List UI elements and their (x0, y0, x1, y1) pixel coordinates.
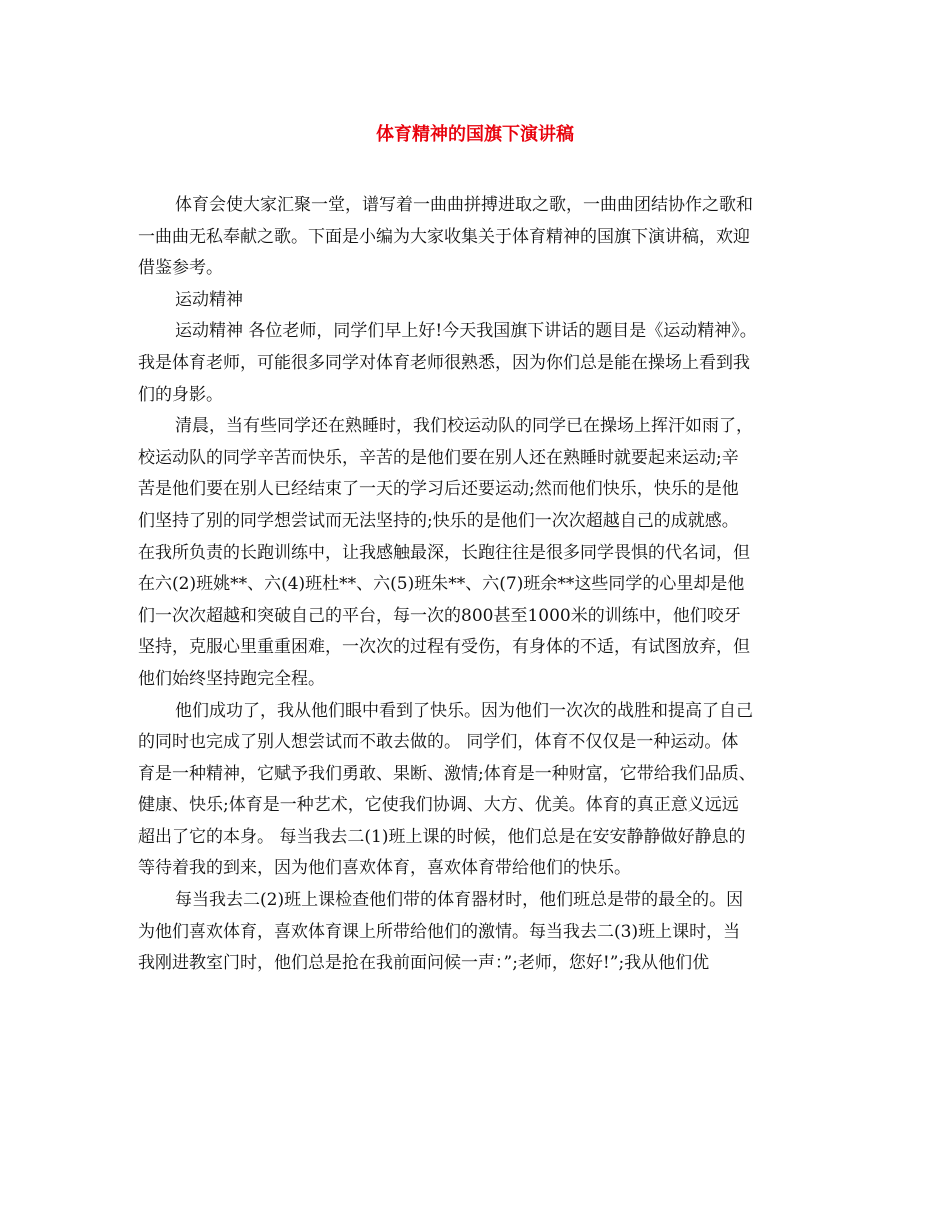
text-line: 们一次次超越和突破自己的平台，每一次的800甚至1000米的训练中，他们咬牙 (138, 605, 741, 626)
text-line: 校运动队的同学辛苦而快乐，辛苦的是他们要在别人还在熟睡时就要起来运动;辛 (138, 447, 739, 468)
text-line: 运动精神 各位老师，同学们早上好!今天我国旗下讲话的题目是《运动精神》。 (175, 321, 757, 342)
text-line: 每当我去二(2)班上课检查他们带的体育器材时，他们班总是带的最全的。因 (175, 890, 744, 911)
text-line: 在六(2)班姚**、六(4)班杜**、六(5)班朱**、六(7)班余**这些同学的心里却是他 (138, 574, 745, 595)
text-line: 的同时也完成了别人想尝试而不敢去做的。 同学们，体育不仅仅是一种运动。体 (138, 732, 739, 753)
text-line: 育是一种精神，它赋予我们勇敢、果断、激情;体育是一种财富，它带给我们品质、 (138, 763, 756, 784)
section-heading: 运动精神 (175, 289, 243, 310)
text-line: 健康、快乐;体育是一种艺术，它使我们协调、大方、优美。体育的真正意义远远 (138, 795, 739, 816)
text-line: 借鉴参考。 (138, 258, 223, 279)
text-line: 坚持，克服心里重重困难，一次次的过程有受伤，有身体的不适，有试图放弃，但 (138, 637, 750, 658)
text-line: 为他们喜欢体育，喜欢体育课上所带给他们的激情。每当我去二(3)班上课时，当 (138, 921, 741, 942)
text-line: 体育会使大家汇聚一堂，谱写着一曲曲拼搏进取之歌，一曲曲团结协作之歌和 (175, 195, 753, 215)
text-line: 他们始终坚持跑完全程。 (138, 668, 325, 689)
text-line: 在我所负责的长跑训练中，让我感触最深，长跑往往是很多同学畏惧的代名词，但 (138, 542, 750, 563)
text-line: 苦是他们要在别人已经结束了一天的学习后还要运动;然而他们快乐，快乐的是他 (138, 479, 739, 500)
text-line: 等待着我的到来，因为他们喜欢体育，喜欢体育带给他们的快乐。 (138, 858, 631, 879)
text-line: 一曲曲无私奉献之歌。下面是小编为大家收集关于体育精神的国旗下演讲稿，欢迎 (138, 226, 750, 247)
text-line: 们坚持了别的同学想尝试而无法坚持的;快乐的是他们一次次超越自己的成就感。 (138, 510, 739, 531)
text-line: 们的身影。 (138, 384, 223, 405)
text-line: 他们成功了，我从他们眼中看到了快乐。因为他们一次次的战胜和提高了自己 (175, 700, 753, 721)
document-body (138, 190, 823, 980)
document-title: 体育精神的国旗下演讲稿 (376, 124, 574, 145)
text-line: 清晨，当有些同学还在熟睡时，我们校运动队的同学已在操场上挥汗如雨了， (175, 416, 753, 437)
text-line: 我是体育老师，可能很多同学对体育老师很熟悉，因为你们总是能在操场上看到我 (138, 352, 750, 373)
text-line: 超出了它的本身。 每当我去二(1)班上课的时候，他们总是在安安静静做好静息的 (138, 826, 746, 847)
text-line: 我刚进教室门时，他们总是抢在我前面问候一声：”;老师，您好!”;我从他们优 (138, 953, 710, 974)
